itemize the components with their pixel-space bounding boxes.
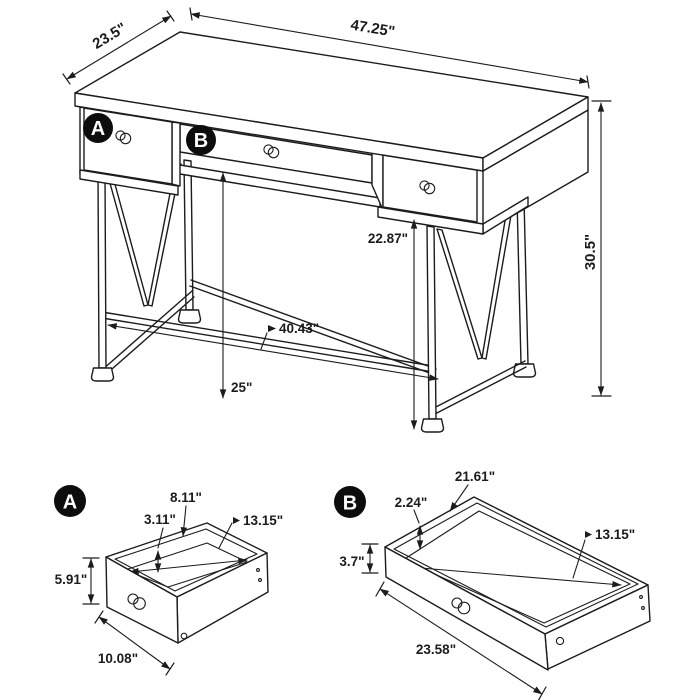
drawer-divider — [172, 122, 180, 186]
desk-foot — [179, 310, 201, 323]
desk-leg-back-left — [184, 160, 193, 310]
dim-label-a-interior-width: 8.11" — [170, 490, 202, 505]
badge-drawer-a — [83, 113, 113, 143]
drawer-a-detail-view — [54, 485, 283, 675]
badge-drawer-b — [186, 125, 216, 155]
badge-detail-b — [334, 486, 366, 518]
dim-label-a-front-height: 5.91" — [54, 572, 88, 587]
badge-detail-a — [54, 485, 86, 517]
dim-label-b-front-height: 3.7" — [339, 554, 365, 569]
desk-foot — [422, 419, 444, 432]
badge-detail-a-letter: A — [62, 491, 78, 514]
dim-knee-clearance — [223, 173, 252, 398]
badge-detail-b-letter: B — [342, 492, 358, 515]
drawer-b-detail-view — [334, 469, 650, 700]
dim-label-leg-span: 40.43" — [279, 321, 320, 336]
dim-label-a-front-width: 10.08" — [97, 651, 139, 666]
desk-leg-front-right — [427, 226, 436, 419]
desk-leg-back-right — [517, 198, 528, 364]
dim-label-b-interior-diagonal: 13.15" — [595, 527, 636, 542]
desk-foot — [92, 368, 114, 381]
dim-label-desk-height: 30.5" — [582, 233, 599, 271]
dim-label-a-interior-diagonal: 13.15" — [243, 513, 284, 528]
dim-floor-to-drawer — [368, 220, 414, 429]
dim-label-desk-width: 47.25" — [349, 16, 397, 41]
dim-label-b-interior-height: 2.24" — [394, 495, 428, 510]
dim-label-knee-clearance: 25" — [231, 380, 253, 395]
dim-label-b-front-width: 23.58" — [415, 642, 457, 657]
dim-a-front-height — [55, 558, 99, 604]
dim-b-front-height — [339, 544, 378, 573]
badge-a-letter: A — [90, 118, 106, 140]
desk-leg-front-left — [98, 174, 106, 368]
dim-label-desk-depth: 23.5" — [89, 19, 130, 53]
dim-label-floor-to-drawer: 22.87" — [367, 231, 408, 246]
badge-b-letter: B — [193, 130, 209, 152]
dim-label-b-interior-length: 21.61" — [454, 469, 496, 484]
desk-main-view — [63, 8, 611, 432]
dim-label-a-interior-height: 3.11" — [144, 512, 176, 527]
